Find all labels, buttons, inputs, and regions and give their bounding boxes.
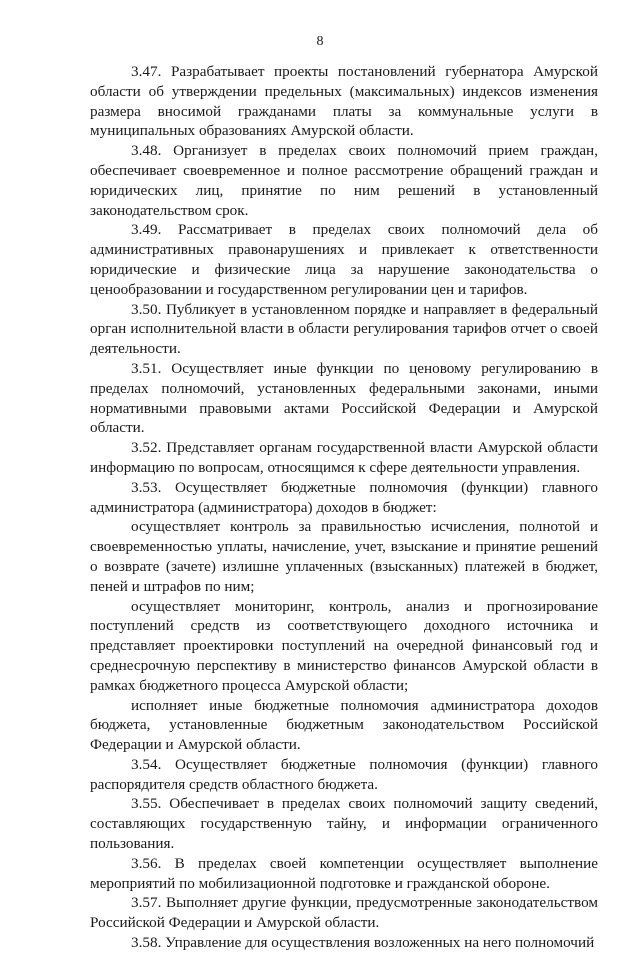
- paragraph-3-50: 3.50. Публикует в установленном порядке и направляет в федеральный орган исполнительной власти в области регулирования тарифов отчет о своей деятельности.: [90, 300, 598, 358]
- paragraph-3-53: 3.53. Осуществляет бюджетные полномочия (функции) главного администратора (администратора) доходов в бюджет:: [90, 478, 598, 516]
- paragraph-3-53-monitoring: осуществляет мониторинг, контроль, анализ и прогнозирование поступлений средств из соответствующего доходного источника и представляет проектировки поступлений на очередной финансовый год и среднесрочную перспективу в министерство финансов Амурской области в рамках бюджетного процесса Амурской области;: [90, 597, 598, 694]
- page-number: 8: [316, 34, 324, 49]
- paragraph-3-49: 3.49. Рассматривает в пределах своих полномочий дела об административных правонарушениях и привлекает к ответственности юридические и физические лица за нарушение законодательства о ценообразовании и государственном регулировании цен и тарифов.: [90, 221, 598, 298]
- paragraph-3-47: 3.47. Разрабатывает проекты постановлений губернатора Амурской области об утверждении предельных (максимальных) индексов изменения размера вносимой гражданами платы за коммунальные услуги в муниципальных образованиях Амурской области.: [90, 63, 598, 140]
- paragraph-3-53-other: исполняет иные бюджетные полномочия администратора доходов бюджета, установленные бюджетным законодательством Российской Федерации и Амурской области.: [90, 696, 598, 754]
- paragraph-3-55: 3.55. Обеспечивает в пределах своих полномочий защиту сведений, составляющих государственную тайну, и информации ограниченного пользования.: [90, 795, 598, 853]
- document-body: [90, 62, 598, 953]
- paragraph-3-48: 3.48. Организует в пределах своих полномочий прием граждан, обеспечивает своевременное и полное рассмотрение обращений граждан и юридических лиц, принятие по ним решений в установленный законодательством срок.: [90, 142, 598, 219]
- paragraph-3-54: 3.54. Осуществляет бюджетные полномочия (функции) главного распорядителя средств областного бюджета.: [90, 755, 598, 793]
- paragraph-3-51: 3.51. Осуществляет иные функции по ценовому регулированию в пределах полномочий, установленных федеральными законами, иными нормативными правовыми актами Российской Федерации и Амурской области.: [90, 359, 598, 437]
- paragraph-3-52: 3.52. Представляет органам государственной власти Амурской области информацию по вопросам, относящимся к сфере деятельности управления.: [90, 439, 598, 476]
- paragraph-3-58: 3.58. Управление для осуществления возложенных на него полномочий: [131, 934, 595, 952]
- paragraph-3-57: 3.57. Выполняет другие функции, предусмотренные законодательством Российской Федерации и Амурской области.: [90, 894, 598, 932]
- paragraph-3-56: 3.56. В пределах своей компетенции осуществляет выполнение мероприятий по мобилизационной подготовке и гражданской обороне.: [90, 854, 598, 892]
- paragraph-3-53-control: осуществляет контроль за правильностью исчисления, полнотой и своевременностью уплаты, начисление, учет, взыскание и принятие решений о возврате (зачете) излишне уплаченных (взысканных) платежей в бюджет, пеней и штрафов по ним;: [90, 518, 598, 595]
